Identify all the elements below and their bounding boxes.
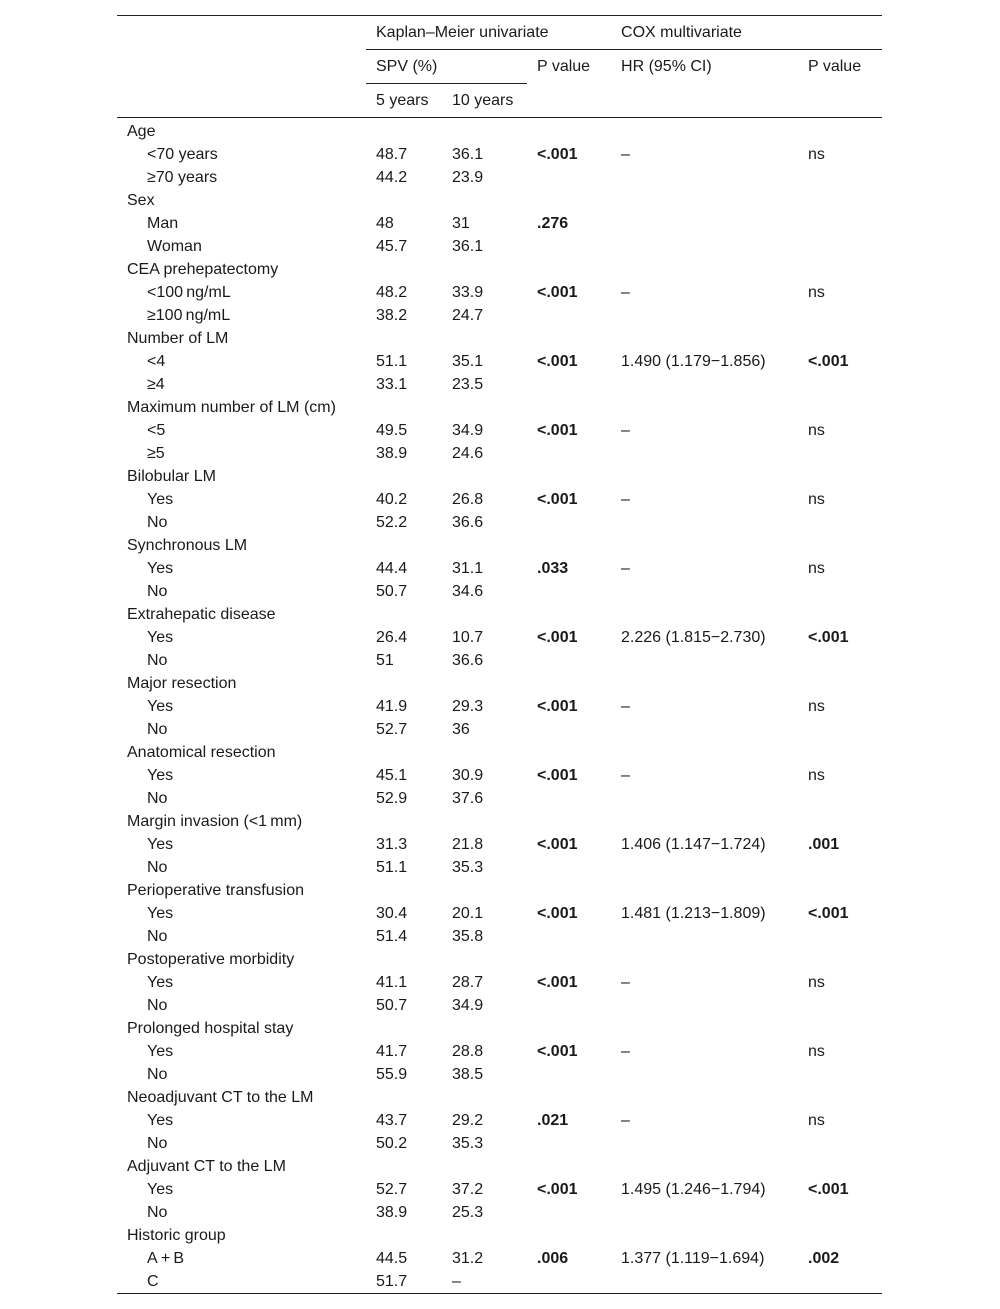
p-value-cox (798, 718, 882, 741)
p-value-cox (798, 1201, 882, 1224)
hazard-ratio (611, 166, 798, 189)
p-value-km: <.001 (537, 1043, 578, 1060)
group-label: Postoperative morbidity (127, 951, 295, 968)
p-value-cox: ns (808, 146, 825, 163)
hazard-ratio: – (621, 491, 630, 508)
row-label: C (117, 1270, 366, 1294)
group-row (117, 879, 882, 902)
row-label: ≥70 years (147, 169, 218, 186)
hazard-ratio (611, 856, 798, 879)
row-label: Yes (147, 629, 174, 646)
hazard-ratio (611, 1063, 798, 1086)
table-row (117, 1270, 882, 1294)
table-row (117, 856, 882, 879)
hazard-ratio (611, 212, 798, 235)
p-value-cox (798, 925, 882, 948)
group-label: Synchronous LM (127, 537, 248, 554)
p-value-km (527, 718, 611, 741)
row-label: ≥100 ng/mL (147, 307, 231, 324)
spv-10-years: 28.8 (452, 1043, 484, 1060)
table-row (117, 580, 882, 603)
header-empty-cell (117, 16, 366, 50)
table-row (117, 373, 882, 396)
header-row-measures (117, 50, 882, 84)
spv-10-years: 25.3 (452, 1204, 484, 1221)
group-row (117, 603, 882, 626)
group-row (117, 1155, 882, 1178)
header-pvalue-km: P value (537, 58, 591, 75)
group-row (117, 741, 882, 764)
spv-10-years: 28.7 (452, 974, 484, 991)
spv-10-years: 24.7 (452, 307, 484, 324)
p-value-km (527, 373, 611, 396)
spv-5-years: 40.2 (376, 491, 408, 508)
group-label: Perioperative transfusion (127, 882, 304, 899)
p-value-km: .276 (537, 215, 569, 232)
hazard-ratio: – (621, 698, 630, 715)
p-value-km: <.001 (537, 629, 578, 646)
table-row (117, 994, 882, 1017)
table-row (117, 166, 882, 189)
spv-5-years: 45.1 (376, 767, 408, 784)
spv-10-years: 34.9 (452, 422, 484, 439)
spv-10-years: 38.5 (452, 1066, 484, 1083)
spv-10-years: – (442, 1270, 527, 1294)
spv-5-years: 48 (376, 215, 394, 232)
hazard-ratio (611, 787, 798, 810)
header-row-years (117, 84, 882, 118)
p-value-cox (798, 212, 882, 235)
table-row (117, 1109, 882, 1132)
spv-10-years: 36.6 (452, 514, 484, 531)
hazard-ratio: 1.490 (1.179−1.856) (621, 353, 766, 370)
table-row (117, 442, 882, 465)
hazard-ratio (611, 580, 798, 603)
group-label: Maximum number of LM (cm) (127, 399, 336, 416)
p-value-cox: ns (808, 974, 825, 991)
p-value-cox: ns (808, 1112, 825, 1129)
p-value-km: <.001 (537, 284, 578, 301)
row-label: No (147, 859, 168, 876)
row-label: Yes (147, 560, 174, 577)
table-row (117, 925, 882, 948)
row-label: Yes (147, 1043, 174, 1060)
p-value-km (527, 442, 611, 465)
table-row (117, 695, 882, 718)
hazard-ratio: – (621, 422, 630, 439)
p-value-cox (798, 442, 882, 465)
row-label: No (147, 997, 168, 1014)
row-label: Yes (147, 491, 174, 508)
table-row (117, 787, 882, 810)
spv-10-years: 36.1 (452, 238, 484, 255)
p-value-km (527, 235, 611, 258)
group-label: Prolonged hospital stay (127, 1020, 294, 1037)
header-empty-cell (611, 84, 798, 118)
spv-10-years: 35.1 (452, 353, 484, 370)
spv-10-years: 35.8 (452, 928, 484, 945)
table-row (117, 557, 882, 580)
p-value-km: <.001 (537, 698, 578, 715)
spv-5-years: 45.7 (376, 238, 408, 255)
hazard-ratio: – (621, 560, 630, 577)
p-value-cox (798, 373, 882, 396)
table-row (117, 212, 882, 235)
row-label: A + B (147, 1250, 185, 1267)
hazard-ratio: – (621, 1112, 630, 1129)
hazard-ratio (611, 718, 798, 741)
spv-5-years: 48.2 (376, 284, 408, 301)
group-row (117, 465, 882, 488)
group-label: Margin invasion (<1 mm) (127, 813, 303, 830)
p-value-km: <.001 (537, 836, 578, 853)
spv-10-years: 31.1 (452, 560, 484, 577)
header-empty-cell (798, 84, 882, 118)
p-value-km (527, 787, 611, 810)
p-value-km: .033 (537, 560, 569, 577)
table-row (117, 235, 882, 258)
hazard-ratio (611, 994, 798, 1017)
p-value-cox (798, 787, 882, 810)
p-value-km: .006 (537, 1250, 569, 1267)
group-row (117, 118, 882, 144)
hazard-ratio: – (621, 767, 630, 784)
header-kaplan-meier: Kaplan–Meier univariate (366, 16, 611, 50)
p-value-km (527, 1132, 611, 1155)
table-row (117, 1247, 882, 1270)
hazard-ratio (611, 1201, 798, 1224)
group-row (117, 810, 882, 833)
p-value-cox (798, 511, 882, 534)
spv-5-years: 41.9 (376, 698, 408, 715)
spv-10-years: 29.2 (452, 1112, 484, 1129)
results-table-container (117, 15, 882, 1294)
p-value-cox (798, 580, 882, 603)
spv-5-years: 43.7 (376, 1112, 408, 1129)
p-value-cox: <.001 (808, 1181, 849, 1198)
spv-5-years: 50.2 (376, 1135, 408, 1152)
table-row (117, 649, 882, 672)
spv-10-years: 31.2 (452, 1250, 484, 1267)
row-label: Yes (147, 1112, 174, 1129)
row-label: <100 ng/mL (147, 284, 231, 301)
table-row (117, 626, 882, 649)
group-row (117, 948, 882, 971)
spv-5-years: 33.1 (376, 376, 408, 393)
row-label: No (147, 1135, 168, 1152)
group-label: Historic group (127, 1227, 226, 1244)
header-10-years: 10 years (442, 84, 527, 118)
survival-analysis-table (117, 15, 882, 1294)
group-row (117, 1086, 882, 1109)
row-label: Yes (147, 767, 174, 784)
p-value-cox: ns (808, 491, 825, 508)
spv-10-years: 23.5 (452, 376, 484, 393)
p-value-km (527, 166, 611, 189)
p-value-km (527, 994, 611, 1017)
row-label: <70 years (147, 146, 218, 163)
spv-5-years: 44.4 (376, 560, 408, 577)
p-value-cox (798, 235, 882, 258)
header-pvalue-cox: P value (808, 58, 862, 75)
hazard-ratio: 1.406 (1.147−1.724) (621, 836, 766, 853)
spv-5-years: 51 (376, 652, 394, 669)
p-value-km (527, 1063, 611, 1086)
spv-10-years: 30.9 (452, 767, 484, 784)
row-label: No (147, 583, 168, 600)
p-value-cox: <.001 (808, 905, 849, 922)
p-value-km: <.001 (537, 974, 578, 991)
table-body (117, 118, 882, 1294)
p-value-cox (798, 856, 882, 879)
row-label: Woman (147, 238, 202, 255)
row-label: Yes (147, 1181, 174, 1198)
p-value-km: <.001 (537, 146, 578, 163)
hazard-ratio: – (621, 146, 630, 163)
spv-5-years: 38.2 (376, 307, 408, 324)
row-label: No (147, 721, 168, 738)
p-value-km (527, 649, 611, 672)
table-row (117, 304, 882, 327)
p-value-cox (798, 1063, 882, 1086)
p-value-cox: ns (808, 422, 825, 439)
table-row (117, 833, 882, 856)
table-row (117, 1040, 882, 1063)
table-row (117, 488, 882, 511)
row-label: ≥5 (147, 445, 165, 462)
p-value-cox: ns (808, 1043, 825, 1060)
row-label: No (147, 928, 168, 945)
p-value-cox: ns (808, 698, 825, 715)
p-value-cox: .001 (808, 836, 840, 853)
spv-5-years: 52.2 (376, 514, 408, 531)
row-label: Man (147, 215, 179, 232)
hazard-ratio (611, 1132, 798, 1155)
p-value-km: <.001 (537, 353, 578, 370)
spv-5-years: 48.7 (376, 146, 408, 163)
p-value-cox: <.001 (808, 629, 849, 646)
table-row (117, 1178, 882, 1201)
spv-10-years: 23.9 (452, 169, 484, 186)
spv-10-years: 37.6 (452, 790, 484, 807)
spv-5-years: 52.7 (376, 1181, 408, 1198)
spv-5-years: 55.9 (376, 1066, 408, 1083)
spv-5-years: 38.9 (376, 445, 408, 462)
hazard-ratio: – (621, 974, 630, 991)
header-5-years: 5 years (366, 84, 442, 118)
spv-5-years: 41.1 (376, 974, 408, 991)
group-label: Extrahepatic disease (127, 606, 276, 623)
hazard-ratio: 2.226 (1.815−2.730) (621, 629, 766, 646)
p-value-cox (798, 1270, 882, 1294)
p-value-km (527, 1201, 611, 1224)
header-empty-cell (527, 84, 611, 118)
spv-10-years: 10.7 (452, 629, 484, 646)
spv-5-years: 50.7 (376, 583, 408, 600)
group-label: Anatomical resection (127, 744, 276, 761)
p-value-km: <.001 (537, 491, 578, 508)
spv-5-years: 44.5 (376, 1250, 408, 1267)
spv-5-years: 52.9 (376, 790, 408, 807)
table-row (117, 350, 882, 373)
group-row (117, 396, 882, 419)
spv-10-years: 33.9 (452, 284, 484, 301)
hazard-ratio (611, 442, 798, 465)
group-label: Major resection (127, 675, 237, 692)
group-label: Neoadjuvant CT to the LM (127, 1089, 314, 1106)
table-row (117, 902, 882, 925)
table-row (117, 1132, 882, 1155)
p-value-cox (798, 994, 882, 1017)
spv-10-years: 26.8 (452, 491, 484, 508)
hazard-ratio (611, 304, 798, 327)
hazard-ratio: 1.377 (1.119−1.694) (621, 1250, 765, 1267)
table-row (117, 511, 882, 534)
spv-10-years: 35.3 (452, 859, 484, 876)
p-value-cox: ns (808, 284, 825, 301)
spv-10-years: 36 (452, 721, 470, 738)
spv-5-years: 44.2 (376, 169, 408, 186)
spv-10-years: 36.6 (452, 652, 484, 669)
header-cox: COX multivariate (611, 16, 882, 50)
p-value-km: <.001 (537, 422, 578, 439)
row-label: Yes (147, 698, 174, 715)
hazard-ratio: – (621, 1043, 630, 1060)
p-value-km: <.001 (537, 767, 578, 784)
p-value-cox: <.001 (808, 353, 849, 370)
spv-10-years: 29.3 (452, 698, 484, 715)
table-row (117, 1063, 882, 1086)
spv-5-years: 26.4 (376, 629, 408, 646)
hazard-ratio: 1.481 (1.213−1.809) (621, 905, 766, 922)
table-row (117, 971, 882, 994)
p-value-cox (798, 304, 882, 327)
p-value-km (527, 925, 611, 948)
p-value-cox (798, 1132, 882, 1155)
row-label: No (147, 514, 168, 531)
p-value-cox: .002 (808, 1250, 840, 1267)
p-value-cox: ns (808, 767, 825, 784)
group-label: Adjuvant CT to the LM (127, 1158, 286, 1175)
table-row (117, 1201, 882, 1224)
row-label: <4 (147, 353, 166, 370)
hazard-ratio (611, 373, 798, 396)
table-row (117, 143, 882, 166)
group-row (117, 327, 882, 350)
spv-5-years: 49.5 (376, 422, 408, 439)
hazard-ratio (611, 649, 798, 672)
group-row (117, 1224, 882, 1247)
group-label: Number of LM (127, 330, 229, 347)
row-label: ≥4 (147, 376, 165, 393)
table-row (117, 764, 882, 787)
group-label: CEA prehepatectomy (127, 261, 279, 278)
row-label: No (147, 1204, 168, 1221)
spv-5-years: 51.4 (376, 928, 408, 945)
group-row (117, 534, 882, 557)
hazard-ratio (611, 925, 798, 948)
spv-5-years: 50.7 (376, 997, 408, 1014)
hazard-ratio (611, 1270, 798, 1294)
p-value-km (527, 580, 611, 603)
spv-5-years: 51.1 (376, 353, 408, 370)
p-value-km (527, 1270, 611, 1294)
spv-10-years: 20.1 (452, 905, 484, 922)
header-row-groups (117, 16, 882, 50)
spv-5-years: 41.7 (376, 1043, 408, 1060)
p-value-km (527, 856, 611, 879)
p-value-cox (798, 649, 882, 672)
table-row (117, 419, 882, 442)
row-label: <5 (147, 422, 166, 439)
group-row (117, 258, 882, 281)
spv-5-years: 38.9 (376, 1204, 408, 1221)
spv-10-years: 35.3 (452, 1135, 484, 1152)
p-value-km (527, 511, 611, 534)
row-label: No (147, 652, 168, 669)
table-row (117, 718, 882, 741)
spv-5-years: 52.7 (376, 721, 408, 738)
table-row (117, 281, 882, 304)
spv-10-years: 34.6 (452, 583, 484, 600)
row-label: Yes (147, 836, 174, 853)
p-value-km: .021 (537, 1112, 569, 1129)
hazard-ratio (611, 235, 798, 258)
group-row (117, 1017, 882, 1040)
header-spv: SPV (%) (366, 50, 527, 84)
group-label: Age (127, 123, 156, 140)
header-empty-cell (117, 50, 366, 84)
header-empty-cell (117, 84, 366, 118)
hazard-ratio (611, 511, 798, 534)
p-value-cox: ns (808, 560, 825, 577)
hazard-ratio: – (621, 284, 630, 301)
row-label: No (147, 790, 168, 807)
group-row (117, 189, 882, 212)
row-label: Yes (147, 974, 174, 991)
spv-5-years: 30.4 (376, 905, 408, 922)
p-value-km: <.001 (537, 1181, 578, 1198)
p-value-cox (798, 166, 882, 189)
group-label: Bilobular LM (127, 468, 216, 485)
spv-5-years: 51.1 (376, 859, 408, 876)
spv-10-years: 21.8 (452, 836, 484, 853)
spv-10-years: 37.2 (452, 1181, 484, 1198)
row-label: No (147, 1066, 168, 1083)
spv-10-years: 31 (452, 215, 470, 232)
spv-5-years: 31.3 (376, 836, 408, 853)
spv-10-years: 24.6 (452, 445, 484, 462)
row-label: Yes (147, 905, 174, 922)
spv-10-years: 34.9 (452, 997, 484, 1014)
spv-5-years: 51.7 (366, 1270, 442, 1294)
hazard-ratio: 1.495 (1.246−1.794) (621, 1181, 766, 1198)
p-value-km (527, 304, 611, 327)
header-hr: HR (95% CI) (621, 58, 712, 75)
table-header (117, 16, 882, 118)
group-row (117, 672, 882, 695)
group-label: Sex (127, 192, 155, 209)
p-value-km: <.001 (537, 905, 578, 922)
spv-10-years: 36.1 (452, 146, 484, 163)
